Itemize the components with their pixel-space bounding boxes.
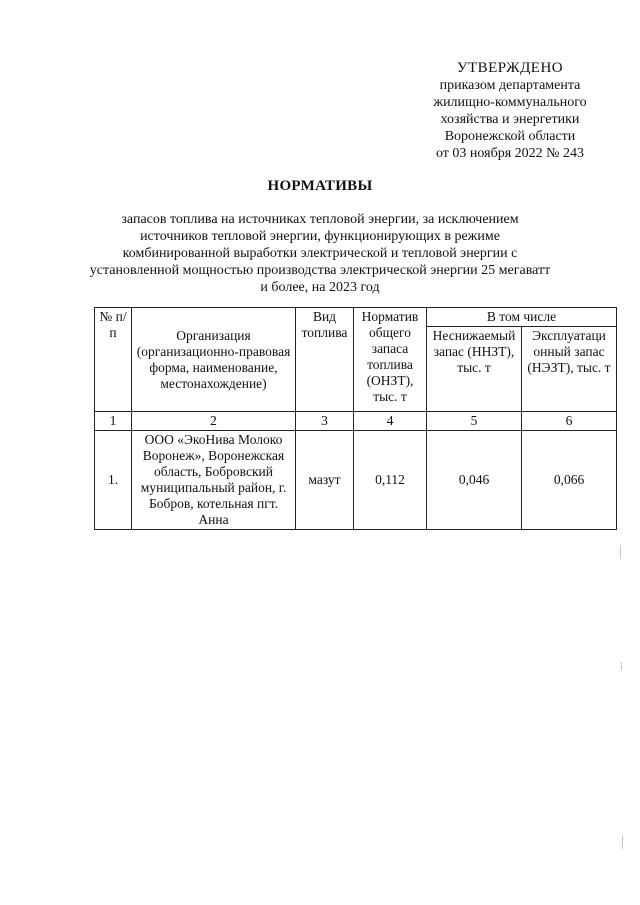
column-number: 4 <box>354 412 427 431</box>
column-number: 5 <box>427 412 522 431</box>
row-nnzt: 0,046 <box>427 431 522 530</box>
approval-line: от 03 ноября 2022 № 243 <box>435 146 585 161</box>
subtitle-line: запасов топлива на источниках тепловой энергии, за исключением <box>121 212 519 227</box>
subtitle-line: источников тепловой энергии, функционирующих в режиме <box>140 229 500 244</box>
document-title: НОРМАТИВЫ <box>267 178 373 194</box>
scan-mark <box>622 835 623 849</box>
subtitle-line: установленной мощностью производства электрической энергии 25 мегаватт <box>89 263 551 278</box>
row-nezt: 0,066 <box>522 431 617 530</box>
subtitle-line: и более, на 2023 год <box>260 280 380 295</box>
header-total-reserve: Норматив общего запаса топлива (ОНЗТ), тыс. т <box>354 308 427 412</box>
row-fuel-type: мазут <box>296 431 354 530</box>
approval-line: жилищно-коммунального <box>433 95 587 110</box>
header-including-group: В том числе <box>427 308 617 327</box>
approval-block <box>410 60 610 162</box>
approval-line: Воронежской области <box>444 129 576 144</box>
approval-line: хозяйства и энергетики <box>440 112 580 127</box>
column-number: 6 <box>522 412 617 431</box>
header-num: № п/п <box>95 308 132 412</box>
column-number: 2 <box>132 412 296 431</box>
header-nnzt: Неснижаемый запас (ННЗТ), тыс. т <box>427 327 522 412</box>
norms-table <box>94 307 617 530</box>
row-num: 1. <box>95 431 132 530</box>
document-subtitle <box>60 211 580 296</box>
header-nezt: Эксплуатаци онный запас (НЭЗТ), тыс. т <box>522 327 617 412</box>
approval-line: приказом департамента <box>439 78 581 93</box>
scan-mark <box>621 662 622 670</box>
header-fuel-type: Вид топлива <box>296 308 354 412</box>
header-organization: Организация (организационно-правовая форма, наименование, местонахождение) <box>132 308 296 412</box>
table-row <box>95 431 617 530</box>
row-organization: ООО «ЭкоНива Молоко Воронеж», Воронежская область, Бобровский муниципальный район, г. Бобров, котельная пгт. Анна <box>132 431 296 530</box>
column-number: 3 <box>296 412 354 431</box>
header-row <box>95 308 617 327</box>
scan-mark <box>620 545 621 559</box>
column-number-row <box>95 412 617 431</box>
approval-heading: УТВЕРЖДЕНО <box>456 60 564 76</box>
row-total-reserve: 0,112 <box>354 431 427 530</box>
column-number: 1 <box>95 412 132 431</box>
subtitle-line: комбинированной выработки электрической и тепловой энергии с <box>122 246 518 261</box>
